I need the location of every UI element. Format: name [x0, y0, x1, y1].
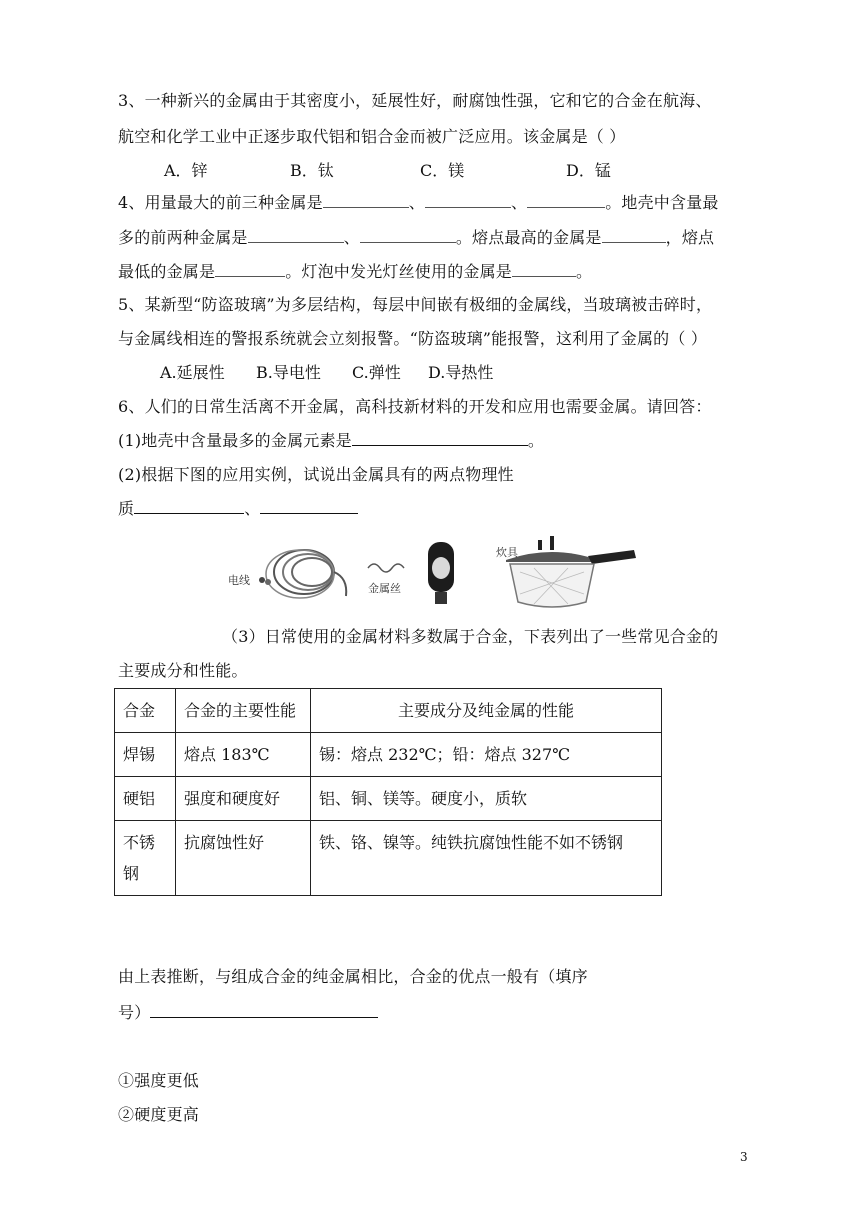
- wire-label: 电线: [228, 574, 250, 587]
- table-cell: 锡：熔点 232℃；铅：熔点 327℃: [311, 733, 662, 777]
- table-row: [115, 733, 662, 777]
- table-cell: 铁、铬、镍等。纯铁抗腐蚀性能不如不锈钢: [311, 821, 662, 896]
- after-table-line-2: 号）: [118, 1000, 378, 1023]
- q4-blank-4[interactable]: [248, 228, 344, 243]
- q6-intro: 6、人们的日常生活离不开金属，高科技新材料的开发和应用也需要金属。请回答：: [118, 397, 712, 416]
- advantages-blank[interactable]: [150, 1003, 378, 1018]
- q3-option-a: A．锌: [164, 161, 208, 180]
- q6-sub-3-line-1: （3）日常使用的金属材料多数属于合金，下表列出了一些常见合金的: [222, 627, 719, 646]
- q3-line-2: 航空和化学工业中正逐步取代铝和铝合金而被广泛应用。该金属是（ ）: [118, 127, 626, 146]
- table-cell: 硬铝: [115, 777, 176, 821]
- q6-sub-2-line-1: (2)根据下图的应用实例，试说出金属具有的两点物理性: [118, 465, 514, 484]
- table-row: [115, 777, 662, 821]
- q4-blank-7[interactable]: [215, 262, 285, 277]
- q6-sub-2-line-2: 质 、: [118, 496, 358, 519]
- q4-line-1: 4、用量最大的前三种金属是 、 、 。地壳中含量最: [118, 193, 719, 212]
- cookware-label: 炊具: [496, 546, 518, 559]
- alloy-table: [114, 688, 662, 896]
- header-alloy-properties: 合金的主要性能: [176, 689, 311, 733]
- choice-2: ②硬度更高: [118, 1105, 200, 1124]
- metal-wire-label: 金属丝: [368, 582, 401, 595]
- q4-blank-3[interactable]: [527, 193, 605, 208]
- table-row: [115, 821, 662, 896]
- q3-option-b: B．钛: [290, 161, 334, 180]
- table-cell: 焊锡: [115, 733, 176, 777]
- q5-line-1: 5、某新型“防盗玻璃”为多层结构，每层中间嵌有极细的金属线，当玻璃被击碎时，: [118, 295, 713, 314]
- q6-sub-1: (1)地壳中含量最多的金属元素是 。: [118, 431, 545, 450]
- q4-blank-8[interactable]: [512, 262, 576, 277]
- table-cell: 不锈钢: [115, 821, 176, 896]
- q6-sub2-blank-1[interactable]: [134, 499, 244, 514]
- q4-blank-1[interactable]: [323, 193, 409, 208]
- page-number: 3: [740, 1150, 748, 1164]
- q6-sub-3-line-2: 主要成分和性能。: [118, 661, 248, 680]
- q4-line-3: 最低的金属是 。灯泡中发光灯丝使用的金属是 。: [118, 262, 593, 281]
- q4-blank-5[interactable]: [360, 228, 456, 243]
- q5-line-2: 与金属线相连的警报系统就会立刻报警。“防盗玻璃”能报警，这利用了金属的（ ）: [118, 329, 708, 348]
- q3-line-1: 3、一种新兴的金属由于其密度小，延展性好，耐腐蚀性强，它和它的合金在航海、: [118, 91, 712, 110]
- table-cell: 强度和硬度好: [176, 777, 311, 821]
- q6-sub2-blank-2[interactable]: [260, 499, 358, 514]
- q3-option-c: C．镁: [420, 161, 465, 180]
- table-cell: 铝、铜、镁等。硬度小，质软: [311, 777, 662, 821]
- q6-sub1-blank[interactable]: [352, 431, 528, 446]
- choice-1: ①强度更低: [118, 1071, 200, 1090]
- table-header-row: [115, 689, 662, 733]
- after-table-line-1: 由上表推断，与组成合金的纯金属相比，合金的优点一般有（填序: [118, 967, 588, 986]
- table-cell: 抗腐蚀性好: [176, 821, 311, 896]
- header-composition: 主要成分及纯金属的性能: [311, 689, 662, 733]
- q4-blank-6[interactable]: [602, 228, 666, 243]
- header-alloy: 合金: [115, 689, 176, 733]
- q5-option-a: A.延展性: [160, 363, 225, 382]
- table-cell: 熔点 183℃: [176, 733, 311, 777]
- wire-image: [222, 532, 642, 610]
- q5-option-b: B.导电性: [256, 363, 321, 382]
- q5-option-c: C.弹性: [352, 363, 401, 382]
- q4-line-2: 多的前两种金属是 、 。熔点最高的金属是 ，熔点: [118, 228, 715, 247]
- q4-blank-2[interactable]: [425, 193, 511, 208]
- q5-option-d: D.导热性: [428, 363, 494, 382]
- application-images: [222, 532, 642, 610]
- q3-option-d: D．锰: [566, 161, 611, 180]
